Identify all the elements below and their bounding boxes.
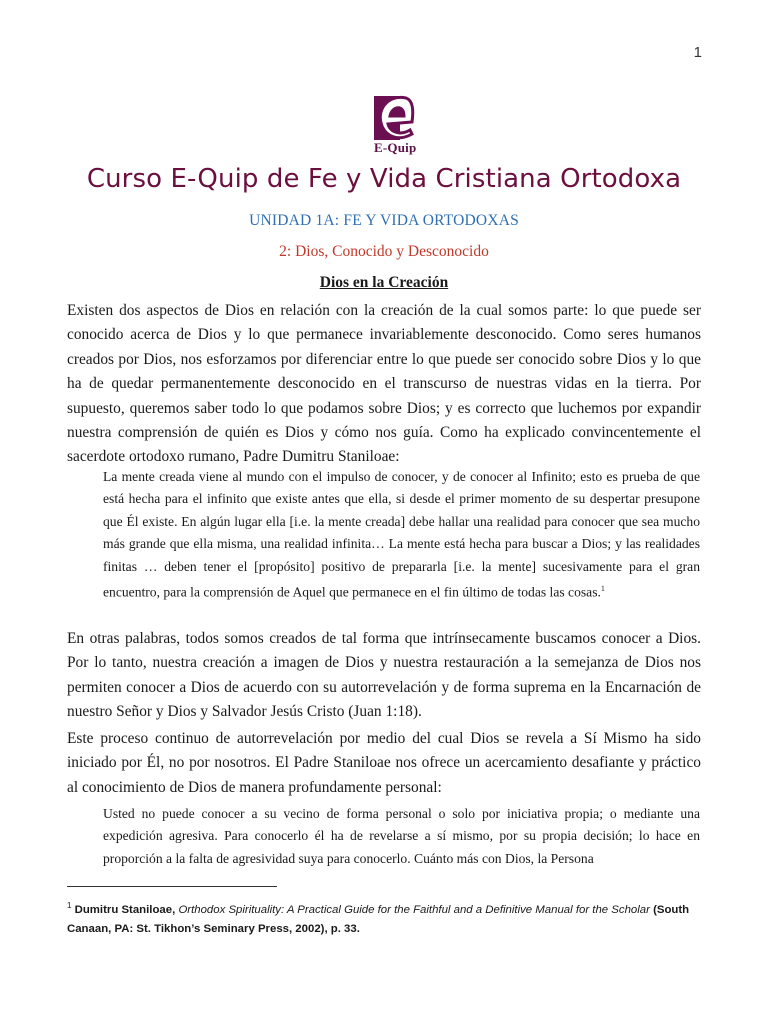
footnote-book-title: Orthodox Spirituality: A Practical Guide for the Faithful and a Definitive Manual for the Scholar — [178, 903, 650, 916]
page-number: 1 — [693, 44, 702, 61]
footnote-author: Dumitru Staniloae, — [74, 903, 176, 916]
section-heading: Dios en la Creación — [319, 274, 449, 291]
block-quote-2: Usted no puede conocer a su vecino de forma personal o solo por iniciativa propia; o mediante una expedición agresiva. Para conocerlo él ha de revelarse a sí mismo, por su propia decisión; lo hace en proporción a la falta de agresividad suya para conocerlo. Cuánto más con Dios, la Persona — [103, 806, 700, 866]
paragraph-2: En otras palabras, todos somos creados de tal forma que intrínsecamente buscamos conocer a Dios. Por lo tanto, nuestra creación a imagen de Dios y nuestra restauración a la semejanza de Dios nos permiten conocer a Dios de acuerdo con su autorrevelación y de forma suprema en la Encarnación de nuestro Señor y Dios y Salvador Jesús Cristo (Juan 1:18). — [67, 630, 701, 721]
block-quote-1-text: La mente creada viene al mundo con el impulso de conocer, y de conocer al Infinito; esto es prueba de que está hecha para el infinito que existe antes que ella, si desde el primer momento de su despertar presupone que Él existe. En algún lugar ella [i.e. la mente creada] debe hallar una realidad para conocer que sea mucho más grande que ella misma, una realidad infinita… La mente está hecha para buscar a Dios; y las realidades finitas … deben tener el [propósito] positivo de prepararla [i.e. la mente] sucesivamente para el gran encuentro, para la comprensión de Aquel que permanece en el fin último de todas las cosas. — [103, 469, 700, 600]
paragraph-1: Existen dos aspectos de Dios en relación con la creación de la cual somos parte: lo que puede ser conocido acerca de Dios y lo que permanece invariablemente desconocido. Como seres humanos creados por Dios, nos esforzamos por diferenciar entre lo que puede ser conocido sobre Dios y lo que ha de quedar permanentemente desconocido en el transcurso de nuestras vidas en la tierra. Por supuesto, queremos saber todo lo que podamos sobre Dios; y es correcto que luchemos por expandir nuestra comprensión de quién es Dios y cómo nos guía. Como ha explicado convincentemente el sacerdote ortodoxo rumano, Padre Dumitru Staniloae: — [67, 302, 701, 466]
footnote-marker: 1 — [67, 901, 72, 910]
unit-heading: UNIDAD 1A: FE Y VIDA ORTODOXAS — [249, 212, 519, 229]
footnote-divider — [67, 886, 277, 887]
footnote-ref[interactable]: 1 — [600, 584, 605, 594]
logo-text: E-Quip — [374, 140, 417, 155]
paragraph-3: Este proceso continuo de autorrevelación por medio del cual Dios se revela a Sí Mismo ha sido iniciado por Él, no por nosotros. El Padre Staniloae nos ofrece un acercamiento desafiante y práctico al conocimiento de Dios de manera profundamente personal: — [67, 730, 701, 796]
footnote-publication: (South Canaan, PA: St. Tikhon’s Seminary Press, 2002), p. 33. — [67, 903, 690, 935]
footnote — [67, 896, 707, 939]
page-title: Curso E-Quip de Fe y Vida Cristiana Ortodoxa — [86, 164, 682, 194]
block-quote-1 — [103, 466, 700, 604]
lesson-subtitle: 2: Dios, Conocido y Desconocido — [279, 243, 489, 260]
